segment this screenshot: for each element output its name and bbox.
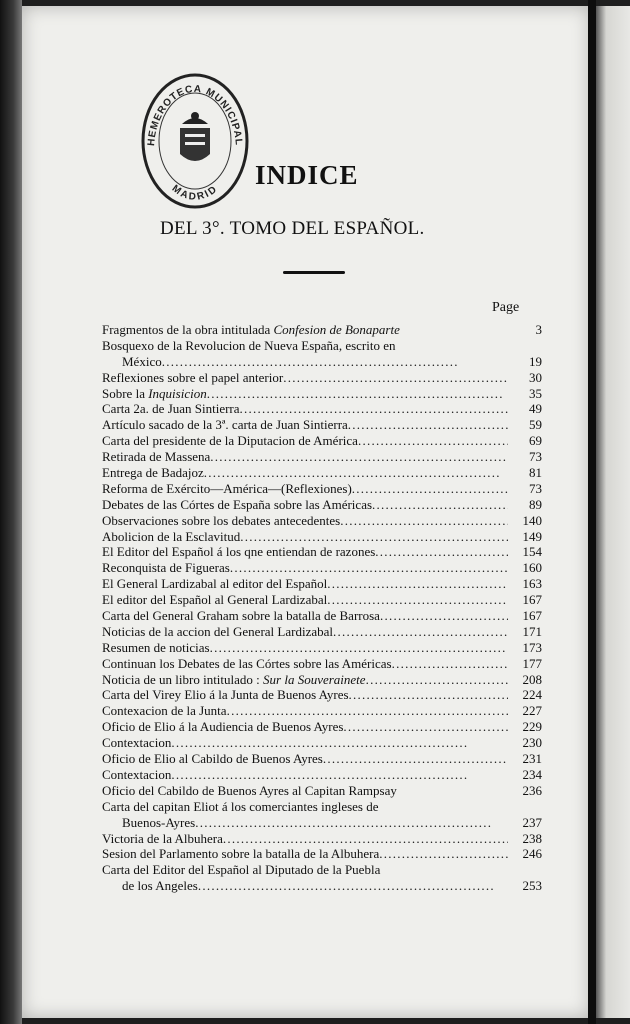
- toc-entry-title: [102, 386, 207, 402]
- toc-page-number: 73: [529, 449, 542, 465]
- toc-entry: [102, 687, 542, 703]
- coat-of-arms-icon: [180, 112, 210, 161]
- toc-entry-title: [102, 735, 171, 751]
- toc-entry-text: Noticia de un libro intitulado :: [102, 671, 264, 687]
- toc-entry-title: [102, 672, 366, 688]
- toc-entry: [102, 513, 542, 529]
- toc-entry-text: El Editor del Español á los qne entiendan de razones: [102, 544, 376, 560]
- toc-leader-dots: [207, 386, 508, 402]
- toc-entry-text: Debates de las Córtes de España sobre las Américas: [102, 496, 373, 512]
- toc-leader-dots: [323, 751, 508, 767]
- toc-entry-text: Sesion del Parlamento sobre la batalla de la Albuhera: [102, 846, 380, 862]
- toc-page-number: 230: [522, 735, 542, 751]
- toc-entry-text: Entrega de Badajoz: [102, 465, 204, 481]
- toc-leader-dots: [223, 831, 508, 847]
- toc-entry-text: Carta del General Graham sobre la batalla de Barrosa: [102, 608, 380, 624]
- toc-leader-dots: [240, 401, 508, 417]
- toc-leader-dots: [358, 433, 508, 449]
- adjacent-page-edge: [596, 6, 630, 1018]
- toc-entry: [102, 783, 542, 799]
- toc-entry: [102, 799, 542, 815]
- toc-leader-dots: [349, 687, 508, 703]
- toc-entry-text: de los Angeles: [122, 878, 198, 894]
- toc-entry-text: Contexacion de la Junta: [102, 703, 227, 719]
- toc-entry-title: [102, 687, 349, 703]
- toc-leader-dots: [240, 529, 508, 545]
- toc-page-number: 253: [522, 878, 542, 894]
- book-gutter: [588, 0, 596, 1024]
- toc-page-number: 59: [529, 417, 542, 433]
- toc-entry-text: Oficio del Cabildo de Buenos Ayres al Capitan Rampsay: [102, 782, 397, 798]
- toc-leader-dots: [283, 370, 508, 386]
- toc-leader-dots: [162, 354, 508, 370]
- toc-leader-dots: [348, 417, 508, 433]
- toc-entry-text: Fragmentos de la obra intitulada: [102, 322, 274, 337]
- toc-entry-text: Carta del Editor del Español al Diputado de la Puebla: [102, 862, 381, 878]
- toc-page-number: 167: [522, 592, 542, 608]
- toc-entry: [102, 401, 542, 417]
- toc-entry: [102, 417, 542, 433]
- toc-entry: [102, 449, 542, 465]
- toc-leader-dots: [352, 481, 508, 497]
- toc-page-number: 19: [529, 353, 542, 369]
- toc-entry-text: Abolicion de la Esclavitud: [102, 528, 241, 544]
- toc-page-number: 140: [522, 512, 542, 528]
- toc-page-number: 49: [529, 401, 542, 417]
- toc-leader-dots: [343, 719, 508, 735]
- toc-entry: [102, 656, 542, 672]
- toc-page-number: 173: [522, 639, 542, 655]
- toc-entry-title: [102, 846, 379, 862]
- toc-entry-title: [102, 544, 375, 560]
- page-column-header: Page: [492, 300, 520, 315]
- toc-page-number: 30: [529, 369, 542, 385]
- toc-entry-title: [102, 560, 230, 576]
- toc-entry: [102, 640, 542, 656]
- toc-entry: [102, 465, 542, 481]
- decorative-rule: [283, 271, 345, 274]
- toc-entry-title: [102, 608, 380, 624]
- toc-leader-dots: [372, 497, 508, 513]
- toc-entry-text: El editor del Español al General Lardizabal: [102, 592, 328, 608]
- toc-leader-dots: [230, 560, 508, 576]
- toc-entry-text: El General Lardizabal al editor del Español: [102, 576, 328, 592]
- toc-entry-text: Sobre la: [102, 385, 149, 401]
- toc-entry: [102, 878, 542, 894]
- toc-entry: [102, 433, 542, 449]
- toc-entry-text: Artículo sacado de la 3ª. carta de Juan Sintierra: [102, 417, 348, 433]
- toc-entry: [102, 815, 542, 831]
- toc-entry-title: [122, 878, 198, 894]
- page-title: INDICE: [255, 160, 359, 190]
- toc-page-number: 160: [522, 560, 542, 576]
- toc-entry: [102, 529, 542, 545]
- stamp-bottom-text: MADRID: [169, 183, 221, 203]
- toc-entry: [102, 624, 542, 640]
- library-stamp: [140, 72, 250, 210]
- toc-entry-title: [122, 354, 162, 370]
- toc-entry-title: [102, 433, 358, 449]
- toc-entry-text: Retirada de Massena: [102, 449, 211, 465]
- toc-entry-title: [102, 497, 372, 513]
- toc-entry-italic-text: Inquisicion: [148, 385, 207, 401]
- toc-entry: [102, 592, 542, 608]
- page-subtitle: DEL 3°. TOMO DEL ESPAÑOL.: [160, 218, 425, 239]
- toc-entry-title: [102, 703, 227, 719]
- toc-entry-title: [102, 417, 348, 433]
- toc-leader-dots: [204, 465, 508, 481]
- toc-page-number: 224: [522, 687, 542, 703]
- toc-entry-title: [102, 370, 283, 386]
- toc-entry-text: Buenos-Ayres: [122, 814, 196, 830]
- toc-entry-title: [102, 767, 171, 783]
- toc-entry: [102, 354, 542, 370]
- toc-leader-dots: [366, 672, 508, 688]
- toc-entry: [102, 386, 542, 402]
- toc-entry-text: Reforma de Exército—América—(Reflexiones): [102, 480, 352, 496]
- toc-page-number: 231: [522, 751, 542, 767]
- toc-entry: [102, 544, 542, 560]
- toc-entry-title: [102, 465, 204, 481]
- toc-page-number: 177: [522, 655, 542, 671]
- toc-entry-text: Observaciones sobre los debates antecedentes: [102, 512, 341, 528]
- toc-entry-text: Reflexiones sobre el papel anterior: [102, 369, 284, 385]
- toc-entry-title: [122, 815, 195, 831]
- toc-entry-text: Reconquista de Figueras: [102, 560, 230, 576]
- toc-page-number: 229: [522, 719, 542, 735]
- toc-entry-title: [102, 831, 223, 847]
- toc-entry: [102, 608, 542, 624]
- toc-entry-italic-text: Sur la Souverainete: [263, 671, 366, 687]
- svg-text:MADRID: [170, 183, 221, 203]
- toc-entry-text: Carta del presidente de la Diputacion de América: [102, 433, 358, 449]
- toc-entry: [102, 703, 542, 719]
- toc-entry: [102, 751, 542, 767]
- toc-page-number: 227: [522, 703, 542, 719]
- toc-entry: [102, 322, 542, 338]
- toc-leader-dots: [210, 449, 508, 465]
- toc-entry-title: [102, 401, 240, 417]
- toc-entry: [102, 672, 542, 688]
- toc-page-number: 154: [522, 544, 542, 560]
- toc-leader-dots: [327, 592, 508, 608]
- toc-entry-title: [102, 529, 240, 545]
- book-spine-shadow: [0, 0, 22, 1024]
- toc-entry: [102, 338, 542, 354]
- toc-entry-text: México: [122, 353, 162, 369]
- toc-entry-text: Bosquexo de la Revolucion de Nueva España, escrito en: [102, 337, 396, 353]
- toc-leader-dots: [227, 703, 508, 719]
- stamp-top-text: HEMEROTECA MUNICIPAL: [146, 83, 244, 147]
- toc-entry-text: Oficio de Elio al Cabildo de Buenos Ayres: [102, 751, 323, 767]
- toc-page-number: 73: [529, 480, 542, 496]
- toc-entry: [102, 560, 542, 576]
- toc-entry-title: [102, 576, 327, 592]
- toc-leader-dots: [392, 656, 508, 672]
- toc-entry-text: Victoria de la Albuhera: [102, 830, 223, 846]
- toc-page-number: 3: [535, 322, 542, 337]
- toc-entry-text: Oficio de Elio á la Audiencia de Buenos Ayres: [102, 719, 344, 735]
- toc-leader-dots: [171, 767, 508, 783]
- toc-entry-text: Carta 2a. de Juan Sintierra: [102, 401, 240, 417]
- toc-leader-dots: [375, 544, 508, 560]
- toc-leader-dots: [198, 878, 508, 894]
- toc-entry-text: Carta del capitan Eliot á los comerciantes ingleses de: [102, 798, 379, 814]
- toc-page-number: 237: [522, 814, 542, 830]
- toc-entry-title: [102, 751, 323, 767]
- toc-entry-title: [102, 513, 340, 529]
- toc-page-number: 35: [529, 385, 542, 401]
- toc-entry-title: [102, 624, 333, 640]
- toc-page-number: 208: [522, 671, 542, 687]
- toc-leader-dots: [333, 624, 508, 640]
- toc-entry: [102, 576, 542, 592]
- toc-entry-title: [102, 592, 327, 608]
- toc-page-number: 167: [522, 608, 542, 624]
- toc-leader-dots: [195, 815, 508, 831]
- toc-page-number: 236: [522, 782, 542, 798]
- toc-entry: [102, 481, 542, 497]
- toc-entry: [102, 767, 542, 783]
- toc-page-number: 163: [522, 576, 542, 592]
- toc-entry: [102, 370, 542, 386]
- toc-entry: [102, 719, 542, 735]
- toc-leader-dots: [210, 640, 508, 656]
- table-of-contents: [102, 322, 542, 894]
- toc-page-number: 69: [529, 433, 542, 449]
- toc-leader-dots: [380, 608, 508, 624]
- toc-entry-title: [102, 783, 397, 799]
- toc-entry-text: Carta del Virey Elio á la Junta de Buenos Ayres: [102, 687, 349, 703]
- toc-entry-text: Resumen de noticias: [102, 639, 210, 655]
- toc-entry-title: [102, 449, 210, 465]
- toc-page-number: 149: [522, 528, 542, 544]
- toc-entry-text: Contextacion: [102, 766, 172, 782]
- toc-page-number: 81: [529, 465, 542, 481]
- toc-entry-title: [102, 656, 392, 672]
- toc-page-number: 89: [529, 496, 542, 512]
- toc-entry-text: Noticias de la accion del General Lardizabal: [102, 623, 333, 639]
- toc-entry-title: [102, 719, 343, 735]
- toc-entry-italic-text: Confesion de Bonaparte: [273, 322, 400, 337]
- toc-leader-dots: [327, 576, 508, 592]
- toc-entry-title: [102, 338, 396, 354]
- toc-entry-text: Continuan los Debates de las Córtes sobre las Américas: [102, 655, 392, 671]
- toc-entry-title: [102, 481, 352, 497]
- toc-leader-dots: [379, 846, 508, 862]
- toc-entry: [102, 862, 542, 878]
- toc-entry-text: Contextacion: [102, 735, 172, 751]
- toc-leader-dots: [171, 735, 508, 751]
- toc-page-number: 234: [522, 766, 542, 782]
- toc-entry: [102, 831, 542, 847]
- toc-entry: [102, 497, 542, 513]
- toc-entry-title: [102, 322, 400, 338]
- toc-entry-title: [102, 862, 380, 878]
- toc-entry: [102, 735, 542, 751]
- toc-leader-dots: [340, 513, 508, 529]
- toc-page-number: 246: [522, 846, 542, 862]
- toc-entry-title: [102, 799, 379, 815]
- toc-page-number: 171: [522, 623, 542, 639]
- toc-entry: [102, 846, 542, 862]
- toc-entry-title: [102, 640, 210, 656]
- toc-page-number: 238: [522, 830, 542, 846]
